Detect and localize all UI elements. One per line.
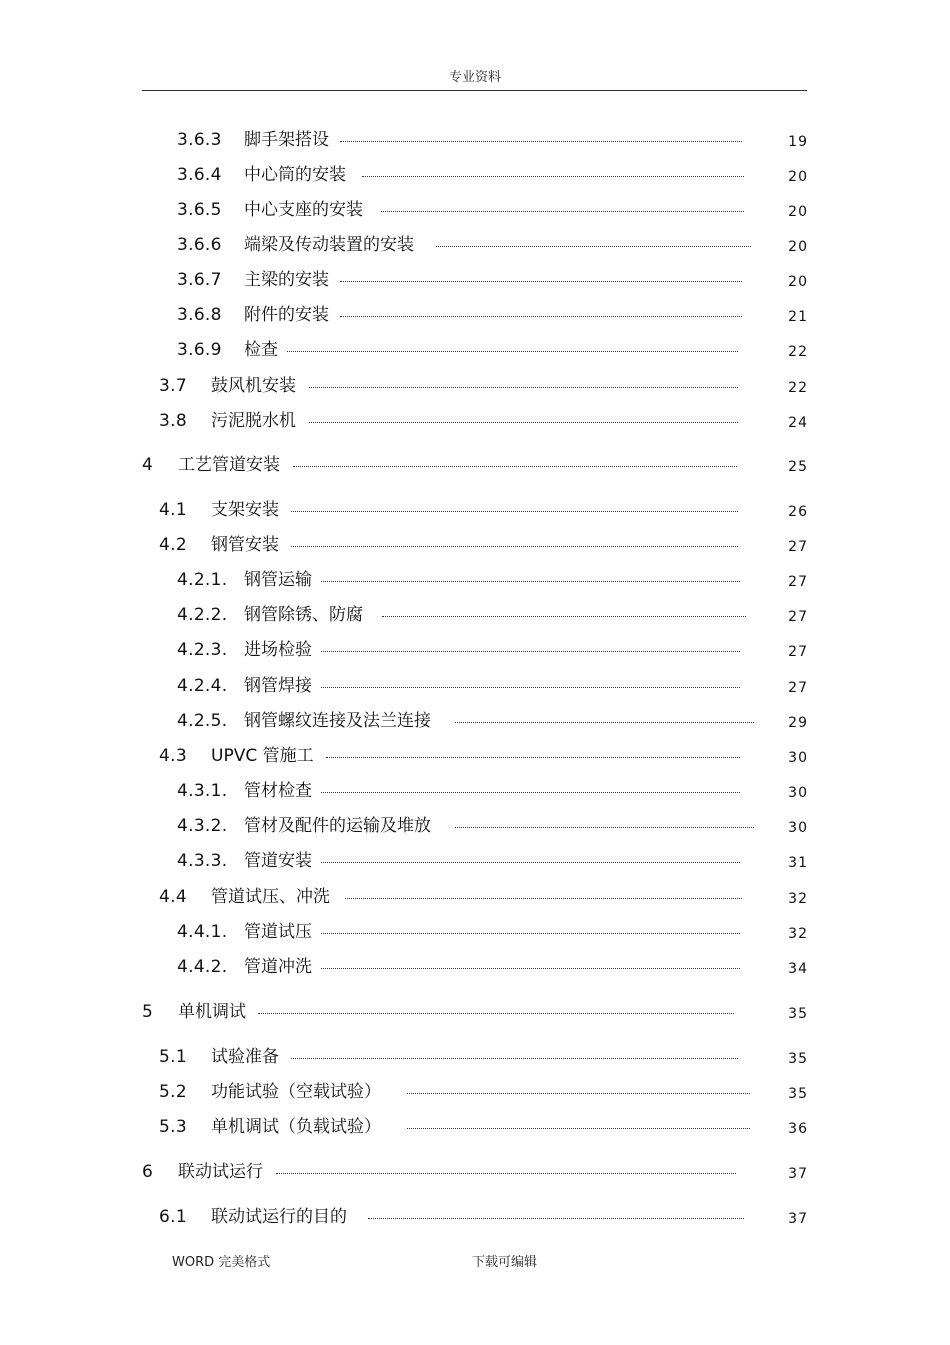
toc-entry-title: 钢管焊接: [244, 676, 312, 696]
toc-entry-title: 支架安装: [211, 500, 279, 520]
toc-dot-leader: [321, 687, 740, 688]
toc-entry[interactable]: [177, 199, 808, 221]
toc-entry[interactable]: [177, 164, 808, 186]
toc-entry-number: 3.6.8: [177, 305, 222, 325]
toc-entry-number: 4.2.5.: [177, 711, 228, 731]
toc-entry-number: 3.6.7: [177, 270, 222, 290]
toc-dot-leader: [321, 581, 740, 582]
toc-entry-number: 4.3.2.: [177, 816, 228, 836]
toc-entry[interactable]: [177, 639, 808, 661]
toc-entry-page: 22: [788, 344, 808, 360]
toc-entry[interactable]: [159, 1206, 808, 1228]
toc-dot-leader: [321, 933, 740, 934]
toc-entry-page: 20: [788, 169, 808, 185]
toc-entry-page: 27: [788, 539, 808, 555]
toc-dot-leader: [291, 511, 738, 512]
toc-entry-title: 钢管除锈、防腐: [244, 605, 363, 625]
page-header: 专业资料: [448, 70, 501, 85]
toc-entry[interactable]: [159, 1081, 808, 1103]
toc-entry-number: 3.6.3: [177, 130, 222, 150]
toc-entry-title: 工艺管道安装: [178, 455, 280, 475]
toc-entry-title: 钢管安装: [211, 535, 279, 555]
toc-entry-number: 3.6.4: [177, 165, 222, 185]
toc-entry-title: 管道试压: [244, 922, 312, 942]
toc-dot-leader: [321, 968, 740, 969]
toc-entry-page: 20: [788, 274, 808, 290]
toc-dot-leader: [321, 862, 740, 863]
toc-entry-page: 20: [788, 239, 808, 255]
toc-entry-page: 27: [788, 680, 808, 696]
toc-entry-title: 管材检查: [244, 781, 312, 801]
toc-dot-leader: [276, 1173, 736, 1174]
toc-entry-number: 4.4.2.: [177, 957, 228, 977]
toc-entry-page: 26: [788, 504, 808, 520]
toc-entry-page: 20: [788, 204, 808, 220]
toc-entry-number: 4.4: [159, 887, 187, 907]
toc-dot-leader: [309, 422, 738, 423]
toc-entry[interactable]: [159, 745, 808, 767]
toc-entry-title: 试验准备: [211, 1047, 279, 1067]
toc-entry[interactable]: [177, 569, 808, 591]
toc-entry-title: 检查: [244, 340, 278, 360]
toc-dot-leader: [340, 141, 742, 142]
toc-entry-number: 3.6.9: [177, 340, 222, 360]
toc-entry[interactable]: [177, 269, 808, 291]
toc-entry[interactable]: [159, 375, 808, 397]
toc-entry-title: 附件的安装: [244, 305, 329, 325]
toc-entry-title: 管材及配件的运输及堆放: [244, 816, 431, 836]
toc-entry-number: 4.3.1.: [177, 781, 228, 801]
toc-entry-title: 管道试压、冲洗: [211, 887, 330, 907]
toc-dot-leader: [291, 546, 738, 547]
toc-dot-leader: [326, 757, 740, 758]
toc-dot-leader: [321, 792, 740, 793]
toc-entry[interactable]: [177, 850, 808, 872]
toc-entry-number: 6.1: [159, 1207, 187, 1227]
toc-entry-title: 脚手架搭设: [244, 130, 329, 150]
toc-entry[interactable]: [159, 886, 808, 908]
toc-dot-leader: [407, 1128, 750, 1129]
toc-entry-number: 5.1: [159, 1047, 187, 1067]
toc-entry-title: UPVC 管施工: [211, 746, 314, 766]
toc-entry[interactable]: [177, 921, 808, 943]
toc-entry-page: 19: [788, 134, 808, 150]
toc-entry-page: 29: [788, 715, 808, 731]
toc-entry-title: 鼓风机安装: [211, 376, 296, 396]
toc-entry-number: 3.6.6: [177, 235, 222, 255]
toc-entry-number: 4: [142, 455, 154, 475]
toc-dot-leader: [407, 1093, 750, 1094]
toc-entry-title: 端梁及传动装置的安装: [244, 235, 414, 255]
toc-entry-title: 管道安装: [244, 851, 312, 871]
toc-dot-leader: [455, 722, 754, 723]
toc-entry-number: 4.2: [159, 535, 187, 555]
toc-dot-leader: [309, 387, 738, 388]
toc-entry-number: 5: [142, 1002, 154, 1022]
toc-entry-page: 37: [788, 1211, 808, 1227]
toc-entry-page: 21: [788, 309, 808, 325]
toc-entry-page: 34: [788, 961, 808, 977]
toc-entry-page: 22: [788, 380, 808, 396]
toc-dot-leader: [291, 1058, 738, 1059]
toc-dot-leader: [258, 1013, 734, 1014]
toc-entry-number: 4.2.1.: [177, 570, 228, 590]
toc-entry-page: 24: [788, 415, 808, 431]
toc-entry-page: 30: [788, 750, 808, 766]
toc-entry-number: 3.7: [159, 376, 187, 396]
toc-entry-page: 25: [788, 459, 808, 475]
toc-dot-leader: [362, 176, 744, 177]
toc-entry-title: 污泥脱水机: [211, 411, 296, 431]
toc-entry-number: 4.2.2.: [177, 605, 228, 625]
toc-entry-number: 4.4.1.: [177, 922, 228, 942]
toc-dot-leader: [345, 898, 742, 899]
toc-dot-leader: [455, 827, 754, 828]
toc-entry[interactable]: [159, 1046, 808, 1068]
toc-entry-number: 6: [142, 1162, 154, 1182]
toc-entry-number: 4.3: [159, 746, 187, 766]
toc-entry[interactable]: [177, 675, 808, 697]
toc-entry-title: 进场检验: [244, 640, 312, 660]
toc-entry-title: 钢管螺纹连接及法兰连接: [244, 711, 431, 731]
toc-entry-title: 功能试验（空载试验）: [211, 1082, 381, 1102]
toc-entry-number: 5.3: [159, 1117, 187, 1137]
toc-entry-number: 5.2: [159, 1082, 187, 1102]
toc-entry[interactable]: [142, 454, 808, 476]
toc-entry-page: 32: [788, 891, 808, 907]
toc-entry[interactable]: [142, 1161, 808, 1183]
toc-entry-title: 中心筒的安装: [244, 165, 346, 185]
toc-entry-title: 联动试运行: [178, 1162, 263, 1182]
toc-entry[interactable]: [159, 499, 808, 521]
toc-entry-number: 4.2.3.: [177, 640, 228, 660]
toc-dot-leader: [340, 281, 742, 282]
toc-entry-title: 单机调试（负载试验）: [211, 1117, 381, 1137]
toc-entry-page: 35: [788, 1086, 808, 1102]
toc-entry-title: 管道冲洗: [244, 957, 312, 977]
toc-entry-page: 32: [788, 926, 808, 942]
toc-entry[interactable]: [177, 129, 808, 151]
toc-entry[interactable]: [177, 304, 808, 326]
toc-entry-page: 27: [788, 609, 808, 625]
toc-entry[interactable]: [177, 710, 808, 732]
toc-entry-title: 单机调试: [178, 1002, 246, 1022]
toc-dot-leader: [382, 616, 746, 617]
toc-dot-leader: [436, 246, 751, 247]
toc-entry-page: 30: [788, 820, 808, 836]
toc-entry-title: 钢管运输: [244, 570, 312, 590]
toc-entry[interactable]: [177, 604, 808, 626]
toc-entry[interactable]: [159, 410, 808, 432]
toc-entry[interactable]: [177, 339, 808, 361]
toc-entry[interactable]: [142, 1001, 808, 1023]
toc-entry-page: 31: [788, 855, 808, 871]
footer-right-text: 下载可编辑: [472, 1255, 538, 1270]
toc-entry-title: 联动试运行的目的: [211, 1207, 347, 1227]
toc-entry-number: 4.1: [159, 500, 187, 520]
toc-entry[interactable]: [177, 956, 808, 978]
toc-entry-number: 3.6.5: [177, 200, 222, 220]
toc-dot-leader: [340, 316, 742, 317]
toc-dot-leader: [287, 351, 738, 352]
toc-dot-leader: [321, 651, 740, 652]
toc-entry[interactable]: [177, 780, 808, 802]
toc-entry-page: 27: [788, 574, 808, 590]
toc-entry-number: 4.2.4.: [177, 676, 228, 696]
toc-entry-number: 4.3.3.: [177, 851, 228, 871]
toc-entry-number: 3.8: [159, 411, 187, 431]
toc-entry[interactable]: [159, 1116, 808, 1138]
toc-entry-page: 35: [788, 1051, 808, 1067]
toc-entry-page: 27: [788, 644, 808, 660]
toc-entry-title: 主梁的安装: [244, 270, 329, 290]
toc-entry-page: 37: [788, 1166, 808, 1182]
toc-entry[interactable]: [177, 815, 808, 837]
toc-dot-leader: [368, 1218, 744, 1219]
toc-entry-title: 中心支座的安装: [244, 200, 363, 220]
toc-dot-leader: [381, 211, 744, 212]
toc-entry-page: 35: [788, 1006, 808, 1022]
toc-entry-page: 36: [788, 1121, 808, 1137]
footer-left-text: WORD 完美格式: [172, 1255, 271, 1270]
toc-entry-page: 30: [788, 785, 808, 801]
toc-entry[interactable]: [159, 534, 808, 556]
toc-entry[interactable]: [177, 234, 808, 256]
toc-dot-leader: [293, 466, 737, 467]
